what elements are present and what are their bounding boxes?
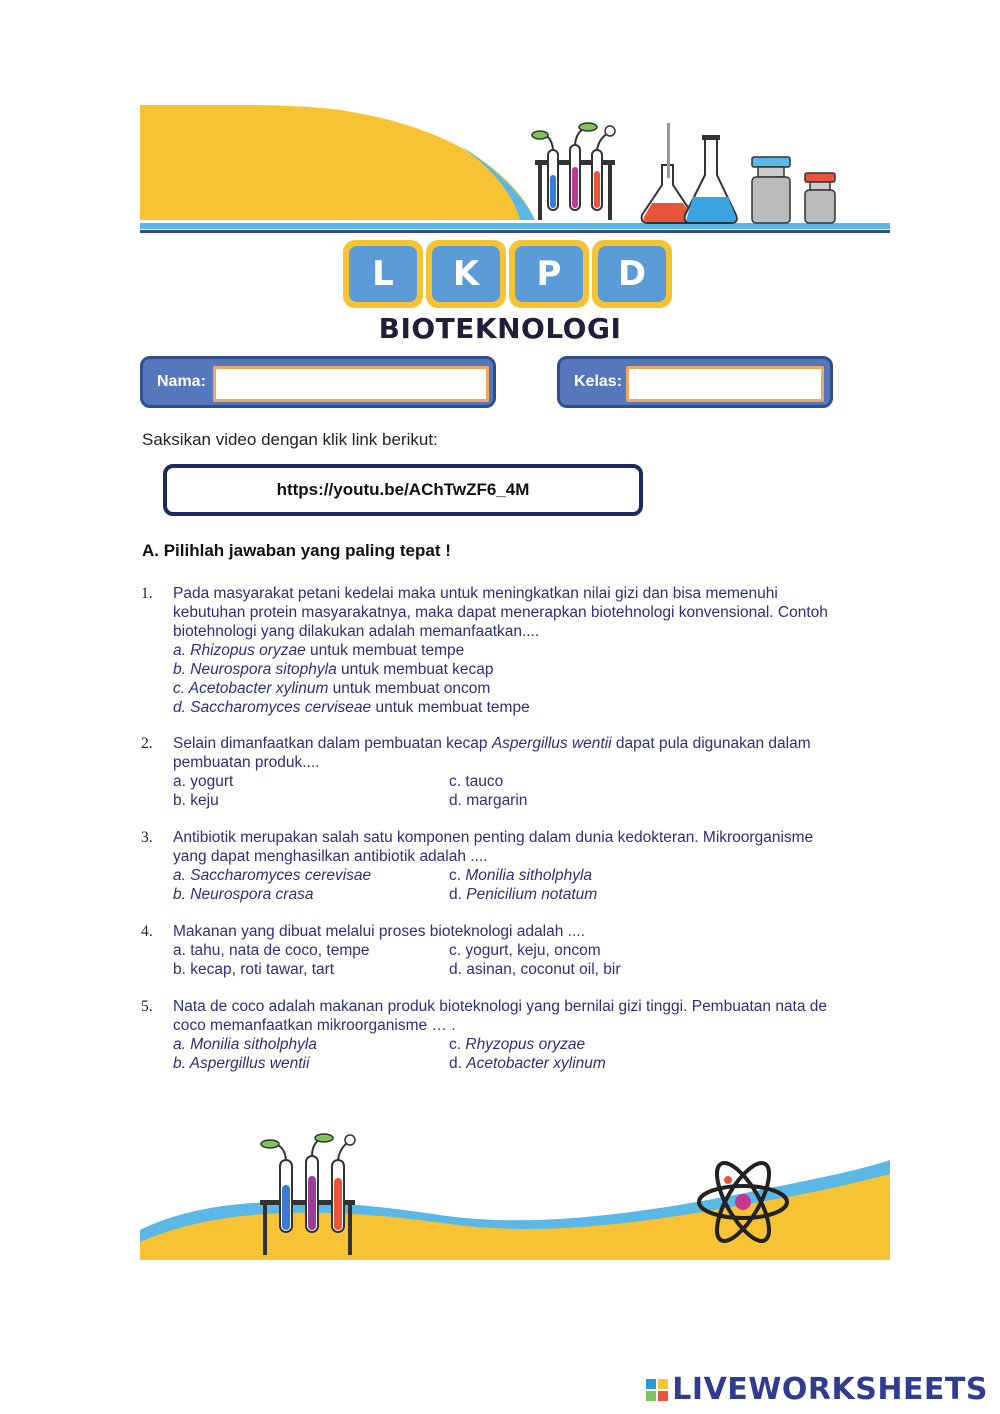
video-intro-text: Saksikan video dengan klik link berikut:	[142, 430, 438, 449]
option-organism: Neurospora sitophyla	[190, 661, 337, 678]
stem-line: Pada masyarakat petani kedelai maka untuk meningkatkan nilai gizi dan bisa memenuhi	[173, 585, 778, 602]
option-b[interactable]: b. Neurospora crasa	[173, 886, 314, 903]
title-tile-l	[343, 240, 423, 308]
stem-line: coco memanfaatkan mikroorganisme … .	[173, 1017, 456, 1034]
option-d[interactable]: d. margarin	[449, 792, 528, 809]
option-letter: d.	[173, 699, 186, 716]
option-a[interactable]: a. Saccharomyces cerevisae	[173, 867, 372, 884]
option-a[interactable]: a. Monilia sitholphyla	[173, 1036, 317, 1053]
question-4	[141, 922, 881, 979]
title-letter: D	[598, 246, 666, 302]
question-stem	[173, 734, 881, 772]
option-c[interactable]	[173, 679, 881, 698]
option-c[interactable]: c. Rhyzopus oryzae	[449, 1036, 586, 1053]
title-tile-p	[509, 240, 589, 308]
option-text: untuk membuat kecap	[336, 661, 494, 678]
header-lab-illustration	[140, 105, 890, 240]
section-title: A. Pilihlah jawaban yang paling tepat !	[142, 541, 451, 560]
option-d[interactable]	[173, 698, 881, 717]
option-organism: Rhizopus oryzae	[190, 642, 306, 659]
question-5	[141, 997, 881, 1073]
question-3	[141, 828, 881, 904]
stem-line: Nata de coco adalah makanan produk bioteknologi yang bernilai gizi tinggi. Pembuatan nata de	[173, 998, 828, 1015]
option-b[interactable]: b. keju	[173, 792, 219, 809]
bottles-icon	[752, 157, 835, 223]
page-subtitle: BIOTEKNOLOGI	[378, 312, 622, 345]
title-tile-d	[592, 240, 672, 308]
question-number: 4.	[141, 923, 153, 940]
footer-lab-illustration	[140, 1130, 890, 1260]
video-link[interactable]: https://youtu.be/AChTwZF6_4M	[163, 464, 643, 516]
name-label: Nama:	[157, 373, 206, 390]
option-a[interactable]	[173, 641, 881, 660]
class-input[interactable]	[626, 366, 824, 402]
option-b[interactable]: b. Aspergillus wentii	[173, 1055, 310, 1072]
stem-line: Selain dimanfaatkan dalam pembuatan kecap Aspergillus wentii dapat pula digunakan dalam	[173, 735, 811, 752]
stem-line: biotehnologi yang dilakukan adalah memanfaatkan....	[173, 623, 540, 640]
option-a[interactable]: a. yogurt	[173, 773, 234, 790]
option-d[interactable]: d. Penicilium notatum	[449, 886, 598, 903]
question-number: 3.	[141, 829, 153, 846]
question-1	[141, 584, 881, 717]
option-c[interactable]: c. tauco	[449, 773, 504, 790]
question-number: 5.	[141, 998, 153, 1015]
option-text: untuk membuat tempe	[305, 642, 465, 659]
question-stem	[173, 997, 881, 1035]
question-number: 1.	[141, 585, 153, 602]
option-c[interactable]: c. yogurt, keju, oncom	[449, 942, 601, 959]
option-a[interactable]: a. tahu, nata de coco, tempe	[173, 942, 370, 959]
option-organism: Acetobacter xylinum	[188, 680, 329, 697]
title-letter: K	[432, 246, 500, 302]
question-number: 2.	[141, 735, 153, 752]
option-c[interactable]: c. Monilia sitholphyla	[449, 867, 593, 884]
option-organism: Saccharomyces cerviseae	[190, 699, 372, 716]
option-text: untuk membuat tempe	[371, 699, 530, 716]
class-label: Kelas:	[574, 373, 623, 390]
name-field-box	[140, 356, 496, 408]
stem-line: kebutuhan protein masyarakatnya, maka dapat menerapkan biotehnologi konvensional. Contoh	[173, 604, 828, 621]
question-2	[141, 734, 881, 810]
class-field-box	[557, 356, 833, 408]
option-d[interactable]: d. Acetobacter xylinum	[449, 1055, 606, 1072]
title-letter: P	[515, 246, 583, 302]
question-stem	[173, 828, 881, 866]
brand-logo	[646, 1372, 988, 1407]
option-b[interactable]	[173, 660, 881, 679]
option-b[interactable]: b. kecap, roti tawar, tart	[173, 961, 335, 978]
option-text: untuk membuat oncom	[328, 680, 491, 697]
stem-line: Makanan yang dibuat melalui proses bioteknologi adalah ....	[173, 923, 585, 940]
option-letter: b.	[173, 661, 186, 678]
name-input[interactable]	[213, 366, 489, 402]
test-tubes-icon	[532, 123, 615, 220]
stem-line: yang dapat menghasilkan antibiotik adalah ....	[173, 848, 488, 865]
stem-line: Antibiotik merupakan salah satu komponen penting dalam dunia kedokteran. Mikroorganisme	[173, 829, 814, 846]
brand-icon	[646, 1379, 668, 1401]
flask-icon	[642, 123, 737, 223]
question-stem	[173, 584, 881, 641]
option-letter: c.	[173, 680, 186, 697]
question-stem	[173, 922, 881, 941]
stem-organism: Aspergillus wentii	[491, 735, 612, 752]
title-letter: L	[349, 246, 417, 302]
brand-name: LIVEWORKSHEETS	[672, 1372, 988, 1407]
option-letter: a.	[173, 642, 186, 659]
stem-line: pembuatan produk....	[173, 754, 320, 771]
title-tile-k	[426, 240, 506, 308]
option-d[interactable]: d. asinan, coconut oil, bir	[449, 961, 621, 978]
